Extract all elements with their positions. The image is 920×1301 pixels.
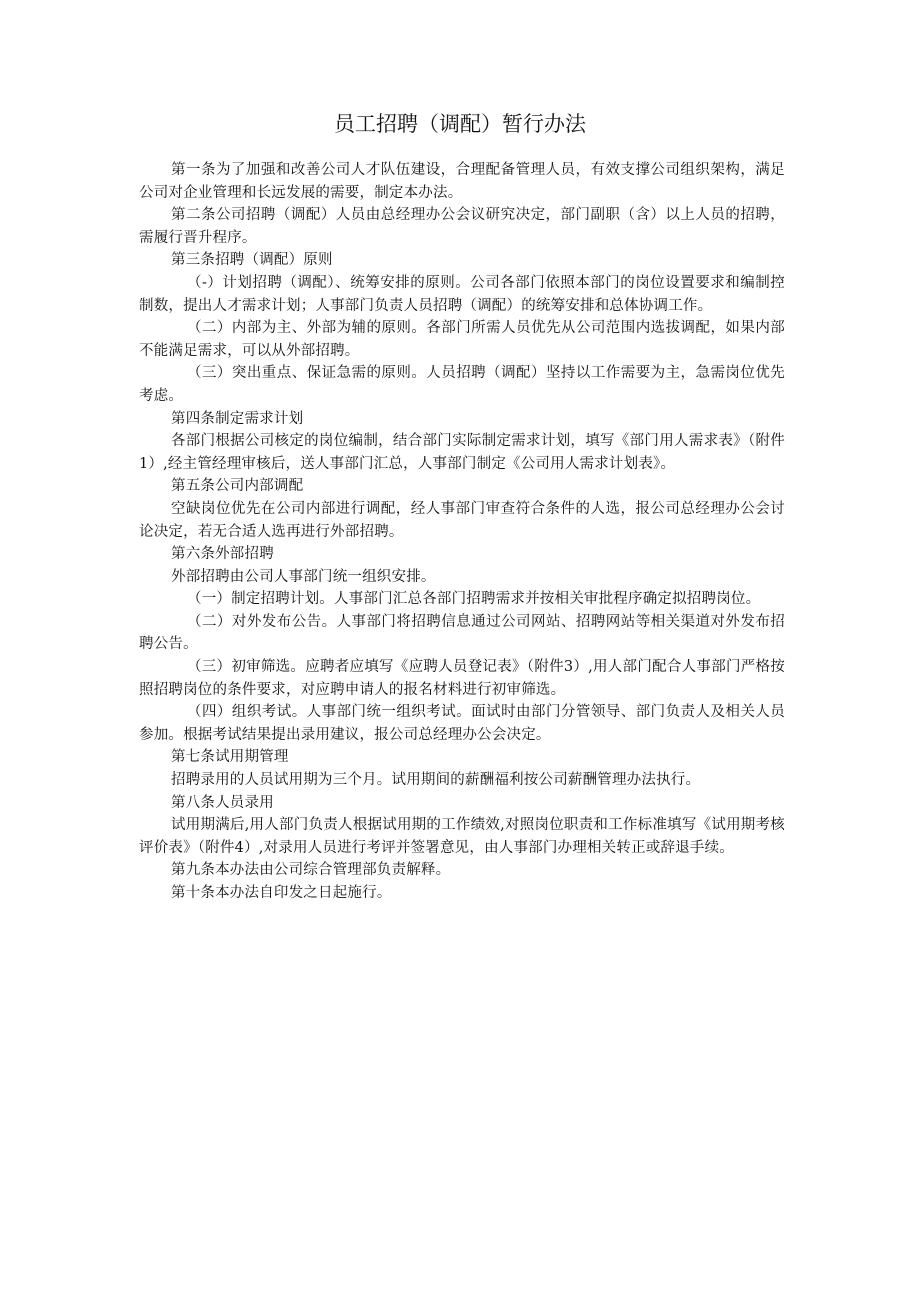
- paragraph-article-6-item-4: （四）组织考试。人事部门统一组织考试。面试时由部门分管领导、部门负责人及相关人员参加。根据考试结果提出录用建议，报公司总经理办公会决定。: [139, 704, 785, 743]
- paragraph-article-6-intro: 外部招聘由公司人事部门统一组织安排。: [171, 568, 436, 585]
- heading-article-6: 第六条外部招聘: [171, 546, 274, 563]
- paragraph-article-10: 第十条本办法自印发之日起施行。: [171, 885, 392, 901]
- paragraph-article-9: 第九条本办法由公司综合管理部负责解释。: [171, 862, 451, 879]
- paragraph-article-3-item-2: （二）内部为主、外部为辅的原则。各部门所需人员优先从公司范围内选拔调配，如果内部不能满足需求，可以从外部招聘。: [139, 320, 785, 359]
- paragraph-article-7-body: 招聘录用的人员试用期为三个月。试用期间的薪酬福利按公司薪酬管理办法执行。: [171, 772, 701, 789]
- heading-article-4: 第四条制定需求计划: [171, 410, 304, 427]
- document-body: [139, 159, 785, 905]
- document-title: 员工招聘（调配）暂行办法: [334, 112, 586, 136]
- paragraph-article-2: 第二条公司招聘（调配）人员由总经理办公会议研究决定，部门副职（含）以上人员的招聘，需履行晋升程序。: [139, 207, 785, 246]
- paragraph-article-4-body: 各部门根据公司核定的岗位编制，结合部门实际制定需求计划，填写《部门用人需求表》（附件1）,经主管经理审核后，送人事部门汇总，人事部门制定《公司用人需求计划表》。: [139, 433, 785, 472]
- paragraph-article-5-body: 空缺岗位优先在公司内部进行调配，经人事部门审查符合条件的人选，报公司总经理办公会讨论决定，若无合适人选再进行外部招聘。: [139, 500, 785, 540]
- heading-article-5: 第五条公司内部调配: [171, 478, 304, 495]
- paragraph-article-3-item-3: （三）突出重点、保证急需的原则。人员招聘（调配）坚持以工作需要为主，急需岗位优先考虑。: [139, 365, 785, 404]
- paragraph-article-6-item-2: （二）对外发布公告。人事部门将招聘信息通过公司网站、招聘网站等相关渠道对外发布招聘公告。: [139, 613, 785, 653]
- paragraph-article-8-body: 试用期满后,用人部门负责人根据试用期的工作绩效,对照岗位职责和工作标准填写《试用期考核评价表》（附件4）,对录用人员进行考评并签署意见，由人事部门办理相关转正或辞退手续。: [139, 817, 785, 856]
- heading-article-8: 第八条人员录用: [171, 794, 274, 811]
- heading-article-7: 第七条试用期管理: [171, 749, 289, 766]
- paragraph-article-6-item-1: （一）制定招聘计划。人事部门汇总各部门招聘需求并按相关审批程序确定拟招聘岗位。: [187, 591, 761, 608]
- paragraph-article-6-item-3: （三）初审筛选。应聘者应填写《应聘人员登记表》（附件3）,用人部门配合人事部门严格按照招聘岗位的条件要求，对应聘申请人的报名材料进行初审筛选。: [139, 659, 785, 698]
- paragraph-article-1: 第一条为了加强和改善公司人才队伍建设，合理配备管理人员，有效支撑公司组织架构，满足公司对企业管理和长远发展的需要，制定本办法。: [139, 162, 785, 201]
- paragraph-article-3-item-1: （-）计划招聘（调配）、统筹安排的原则。公司各部门依照本部门的岗位设置要求和编制控制数，提出人才需求计划；人事部门负责人员招聘（调配）的统筹安排和总体协调工作。: [139, 274, 785, 314]
- heading-article-3: 第三条招聘（调配）原则: [171, 252, 333, 269]
